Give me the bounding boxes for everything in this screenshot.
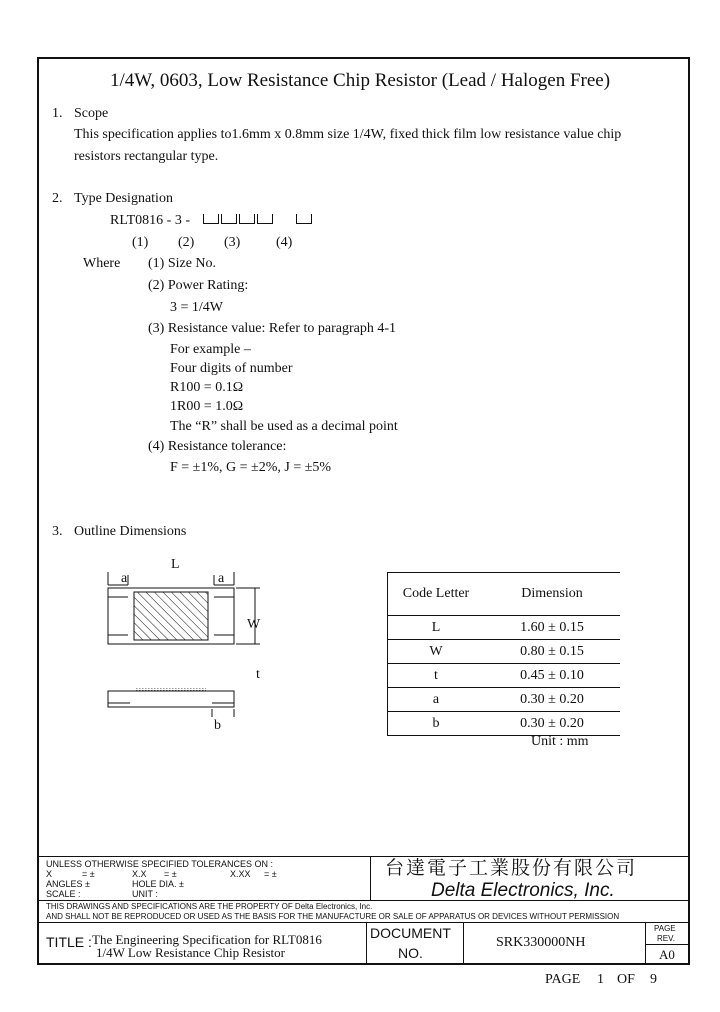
type-code-prefix: RLT0816 - 3 - <box>110 213 190 228</box>
where-label: Where <box>83 256 121 271</box>
outline-number: 3. <box>52 524 63 539</box>
type-heading: Type Designation <box>74 191 173 206</box>
scope-heading: Scope <box>74 106 109 121</box>
cell-dimension: 0.30 ± 0.20 <box>484 712 620 736</box>
item-size: (1) Size No. <box>148 256 217 271</box>
outline-heading: Outline Dimensions <box>74 524 187 539</box>
cell-code: W <box>388 640 485 664</box>
page-current: 1 <box>597 972 604 987</box>
dimension-table <box>387 572 620 736</box>
page-label: PAGE <box>545 972 581 987</box>
code-box <box>239 214 255 224</box>
code-box <box>221 214 237 224</box>
tolerance-heading: UNLESS OTHERWISE SPECIFIED TOLERANCES ON : <box>46 859 274 869</box>
cell-dimension: 0.30 ± 0.20 <box>484 688 620 712</box>
angles-label: ANGLES ± <box>46 879 90 889</box>
code-box <box>296 214 312 224</box>
scope-text-line2: resistors rectangular type. <box>74 149 219 164</box>
title-line1: The Engineering Specification for RLT0816 <box>92 932 322 947</box>
cell-dimension: 1.60 ± 0.15 <box>484 616 620 640</box>
footer-divider <box>370 856 371 900</box>
title-label: TITLE : <box>46 934 92 950</box>
page-of: OF <box>617 972 635 987</box>
type-label-2: (2) <box>178 235 195 250</box>
scope-number: 1. <box>52 106 63 121</box>
type-code <box>110 213 314 229</box>
item-example: For example – <box>170 342 251 357</box>
item-tolerance: (4) Resistance tolerance: <box>148 439 287 454</box>
item-r100: R100 = 0.1Ω <box>170 380 244 395</box>
header-code-letter: Code Letter <box>388 573 485 616</box>
page-title: 1/4W, 0603, Low Resistance Chip Resistor (Lead / Halogen Free) <box>109 70 611 91</box>
header-dimension: Dimension <box>484 573 620 616</box>
unit-footer-label: UNIT : <box>132 889 158 899</box>
tol-xx-value: = ± <box>164 869 177 879</box>
code-box <box>203 214 219 224</box>
cell-code: L <box>388 616 485 640</box>
item-power-value: 3 = 1/4W <box>170 300 223 315</box>
footer-divider <box>366 922 367 965</box>
scale-label: SCALE : <box>46 889 81 899</box>
hole-dia-label: HOLE DIA. ± <box>132 879 184 889</box>
document-no-label: NO. <box>398 945 423 961</box>
label-L: L <box>171 557 180 572</box>
property-notice-line1: THIS DRAWINGS AND SPECIFICATIONS ARE THE PROPERTY OF Delta Electronics, Inc. <box>46 902 373 911</box>
scope-text-line1: This specification applies to1.6mm x 0.8mm size 1/4W, fixed thick film low resistance value chip <box>74 127 622 142</box>
cell-code: t <box>388 664 485 688</box>
item-1r00: 1R00 = 1.0Ω <box>170 399 244 414</box>
property-notice-line2: AND SHALL NOT BE REPRODUCED OR USED AS THE BASIS FOR THE MANUFACTURE OR SALE OF APPARATUS OR DEVICES WITHOUT PERMISSION <box>46 912 620 921</box>
tol-xxx-value: = ± <box>264 869 277 879</box>
company-english-name: Delta Electronics, Inc. <box>431 880 615 901</box>
tol-xx: X.X <box>132 869 147 879</box>
cell-dimension: 0.45 ± 0.10 <box>484 664 620 688</box>
label-a-right: a <box>218 571 225 586</box>
type-label-4: (4) <box>276 235 293 250</box>
code-box <box>257 214 273 224</box>
unit-label: Unit : mm <box>531 734 589 749</box>
cell-dimension: 0.80 ± 0.15 <box>484 640 620 664</box>
table-row <box>388 616 621 640</box>
document-label: DOCUMENT <box>370 925 451 941</box>
item-decimal: The “R” shall be used as a decimal point <box>170 419 398 434</box>
table-row <box>388 688 621 712</box>
rev-value: A0 <box>659 947 675 962</box>
type-label-3: (3) <box>224 235 241 250</box>
item-digits: Four digits of number <box>170 361 293 376</box>
title-line2: 1/4W Low Resistance Chip Resistor <box>96 945 285 960</box>
cell-code: b <box>388 712 485 736</box>
page-box-label: PAGE <box>654 924 676 933</box>
table-row <box>388 640 621 664</box>
footer-rule <box>645 944 690 945</box>
document-number: SRK330000NH <box>496 935 586 950</box>
type-number: 2. <box>52 191 63 206</box>
side-layer <box>136 688 206 691</box>
item-tolerance-values: F = ±1%, G = ±2%, J = ±5% <box>170 460 332 475</box>
tol-x: X <box>46 869 53 879</box>
company-chinese-name: 台達電子工業股份有限公司 <box>385 857 638 879</box>
tol-xxx: X.XX <box>230 869 251 879</box>
item-power: (2) Power Rating: <box>148 278 249 293</box>
tol-x-value: = ± <box>82 869 95 879</box>
footer-rule <box>37 922 690 923</box>
footer-divider <box>463 922 464 965</box>
label-b: b <box>214 718 221 733</box>
rev-label: REV. <box>657 934 675 943</box>
cell-code: a <box>388 688 485 712</box>
label-t: t <box>256 667 260 682</box>
item-resistance: (3) Resistance value: Refer to paragraph 4-1 <box>148 321 397 336</box>
type-label-1: (1) <box>132 235 149 250</box>
table-row <box>388 664 621 688</box>
resistive-layer <box>134 592 208 640</box>
label-W: W <box>247 617 261 632</box>
page-total: 9 <box>650 972 657 987</box>
chip-side-body <box>108 691 234 707</box>
table-header-row <box>388 573 621 616</box>
table-row <box>388 712 621 736</box>
label-a-left: a <box>121 571 128 586</box>
